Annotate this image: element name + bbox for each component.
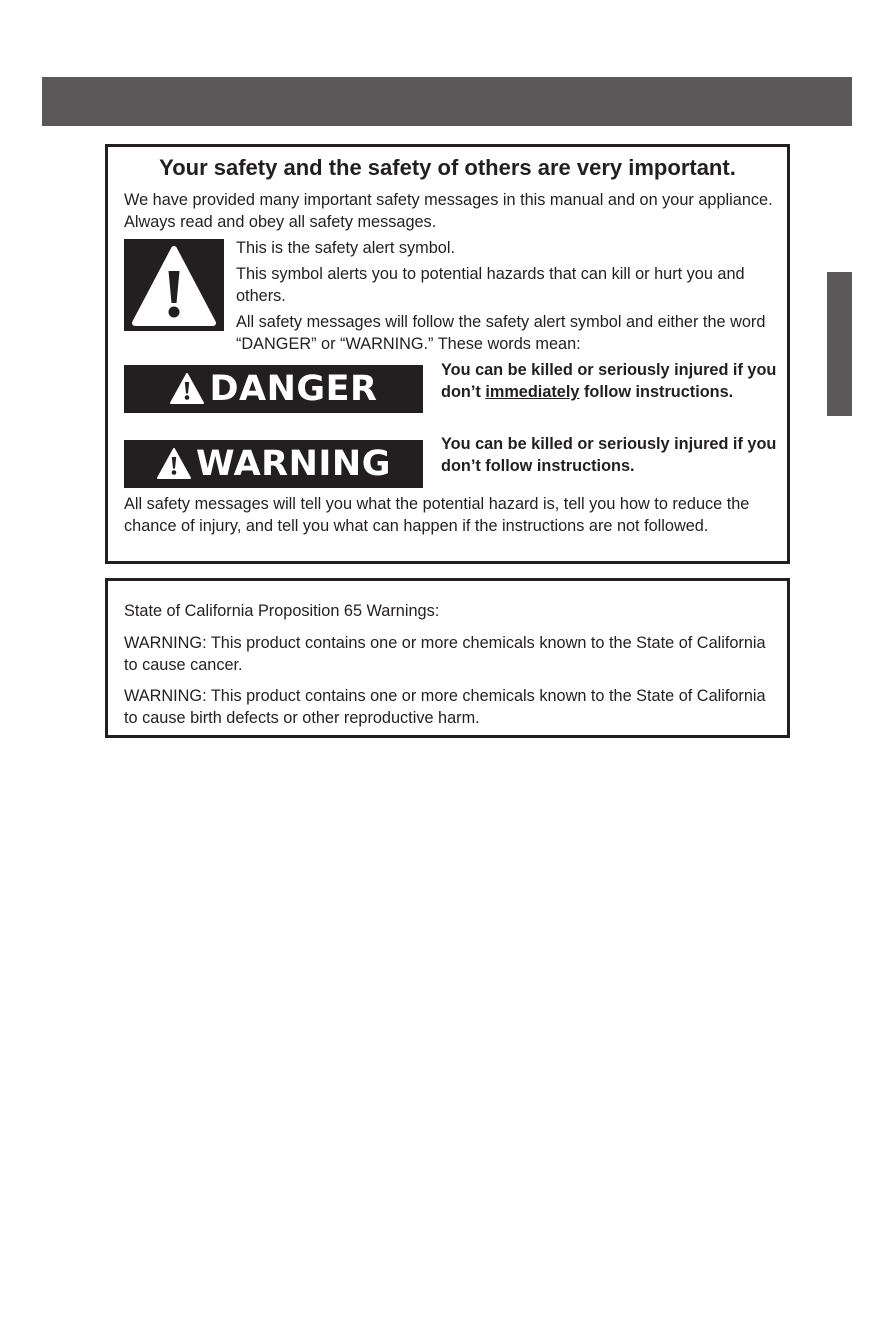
danger-meaning [441,359,781,403]
danger-signal-word [124,365,423,413]
safety-alert-symbol-icon [124,239,224,331]
prop65-warning-birth-defects: WARNING: This product contains one or more chemicals known to the State of California to cause birth defects or other reproductive harm. [124,687,766,727]
symbol-description-3: All safety messages will follow the safety alert symbol and either the word “DANGER” or “WARNING.” These words mean: [236,313,766,353]
prop65-box [105,578,790,738]
safety-outro: All safety messages will tell you what the potential hazard is, tell you how to reduce the chance of injury, and tell you what can happen if the instructions are not followed. [124,495,750,535]
alert-triangle-icon [169,372,205,406]
prop65-warning-cancer: WARNING: This product contains one or more chemicals known to the State of California to cause cancer. [124,634,766,674]
safety-intro: We have provided many important safety messages in this manual and on your appliance. Always read and obey all safety messages. [124,191,773,231]
danger-label: DANGER [209,369,378,409]
safety-title: Your safety and the safety of others are very important. [159,155,736,180]
section-tab [827,272,852,416]
header-bar [42,77,852,126]
prop65-title: State of California Proposition 65 Warnings: [124,602,440,620]
warning-label: WARNING [196,444,391,484]
danger-meaning-end: follow instructions. [579,383,734,401]
alert-triangle-icon [156,447,192,481]
symbol-description-1: This is the safety alert symbol. [236,239,455,257]
danger-meaning-emphasis: immediately [485,383,580,401]
danger-meaning-start: You can be killed or seriously injured if you don’t [441,361,777,401]
symbol-description-2: This symbol alerts you to potential hazards that can kill or hurt you and others. [236,265,745,305]
warning-signal-word [124,440,423,488]
safety-box [105,144,790,564]
warning-meaning: You can be killed or seriously injured if you don’t follow instructions. [441,435,777,475]
